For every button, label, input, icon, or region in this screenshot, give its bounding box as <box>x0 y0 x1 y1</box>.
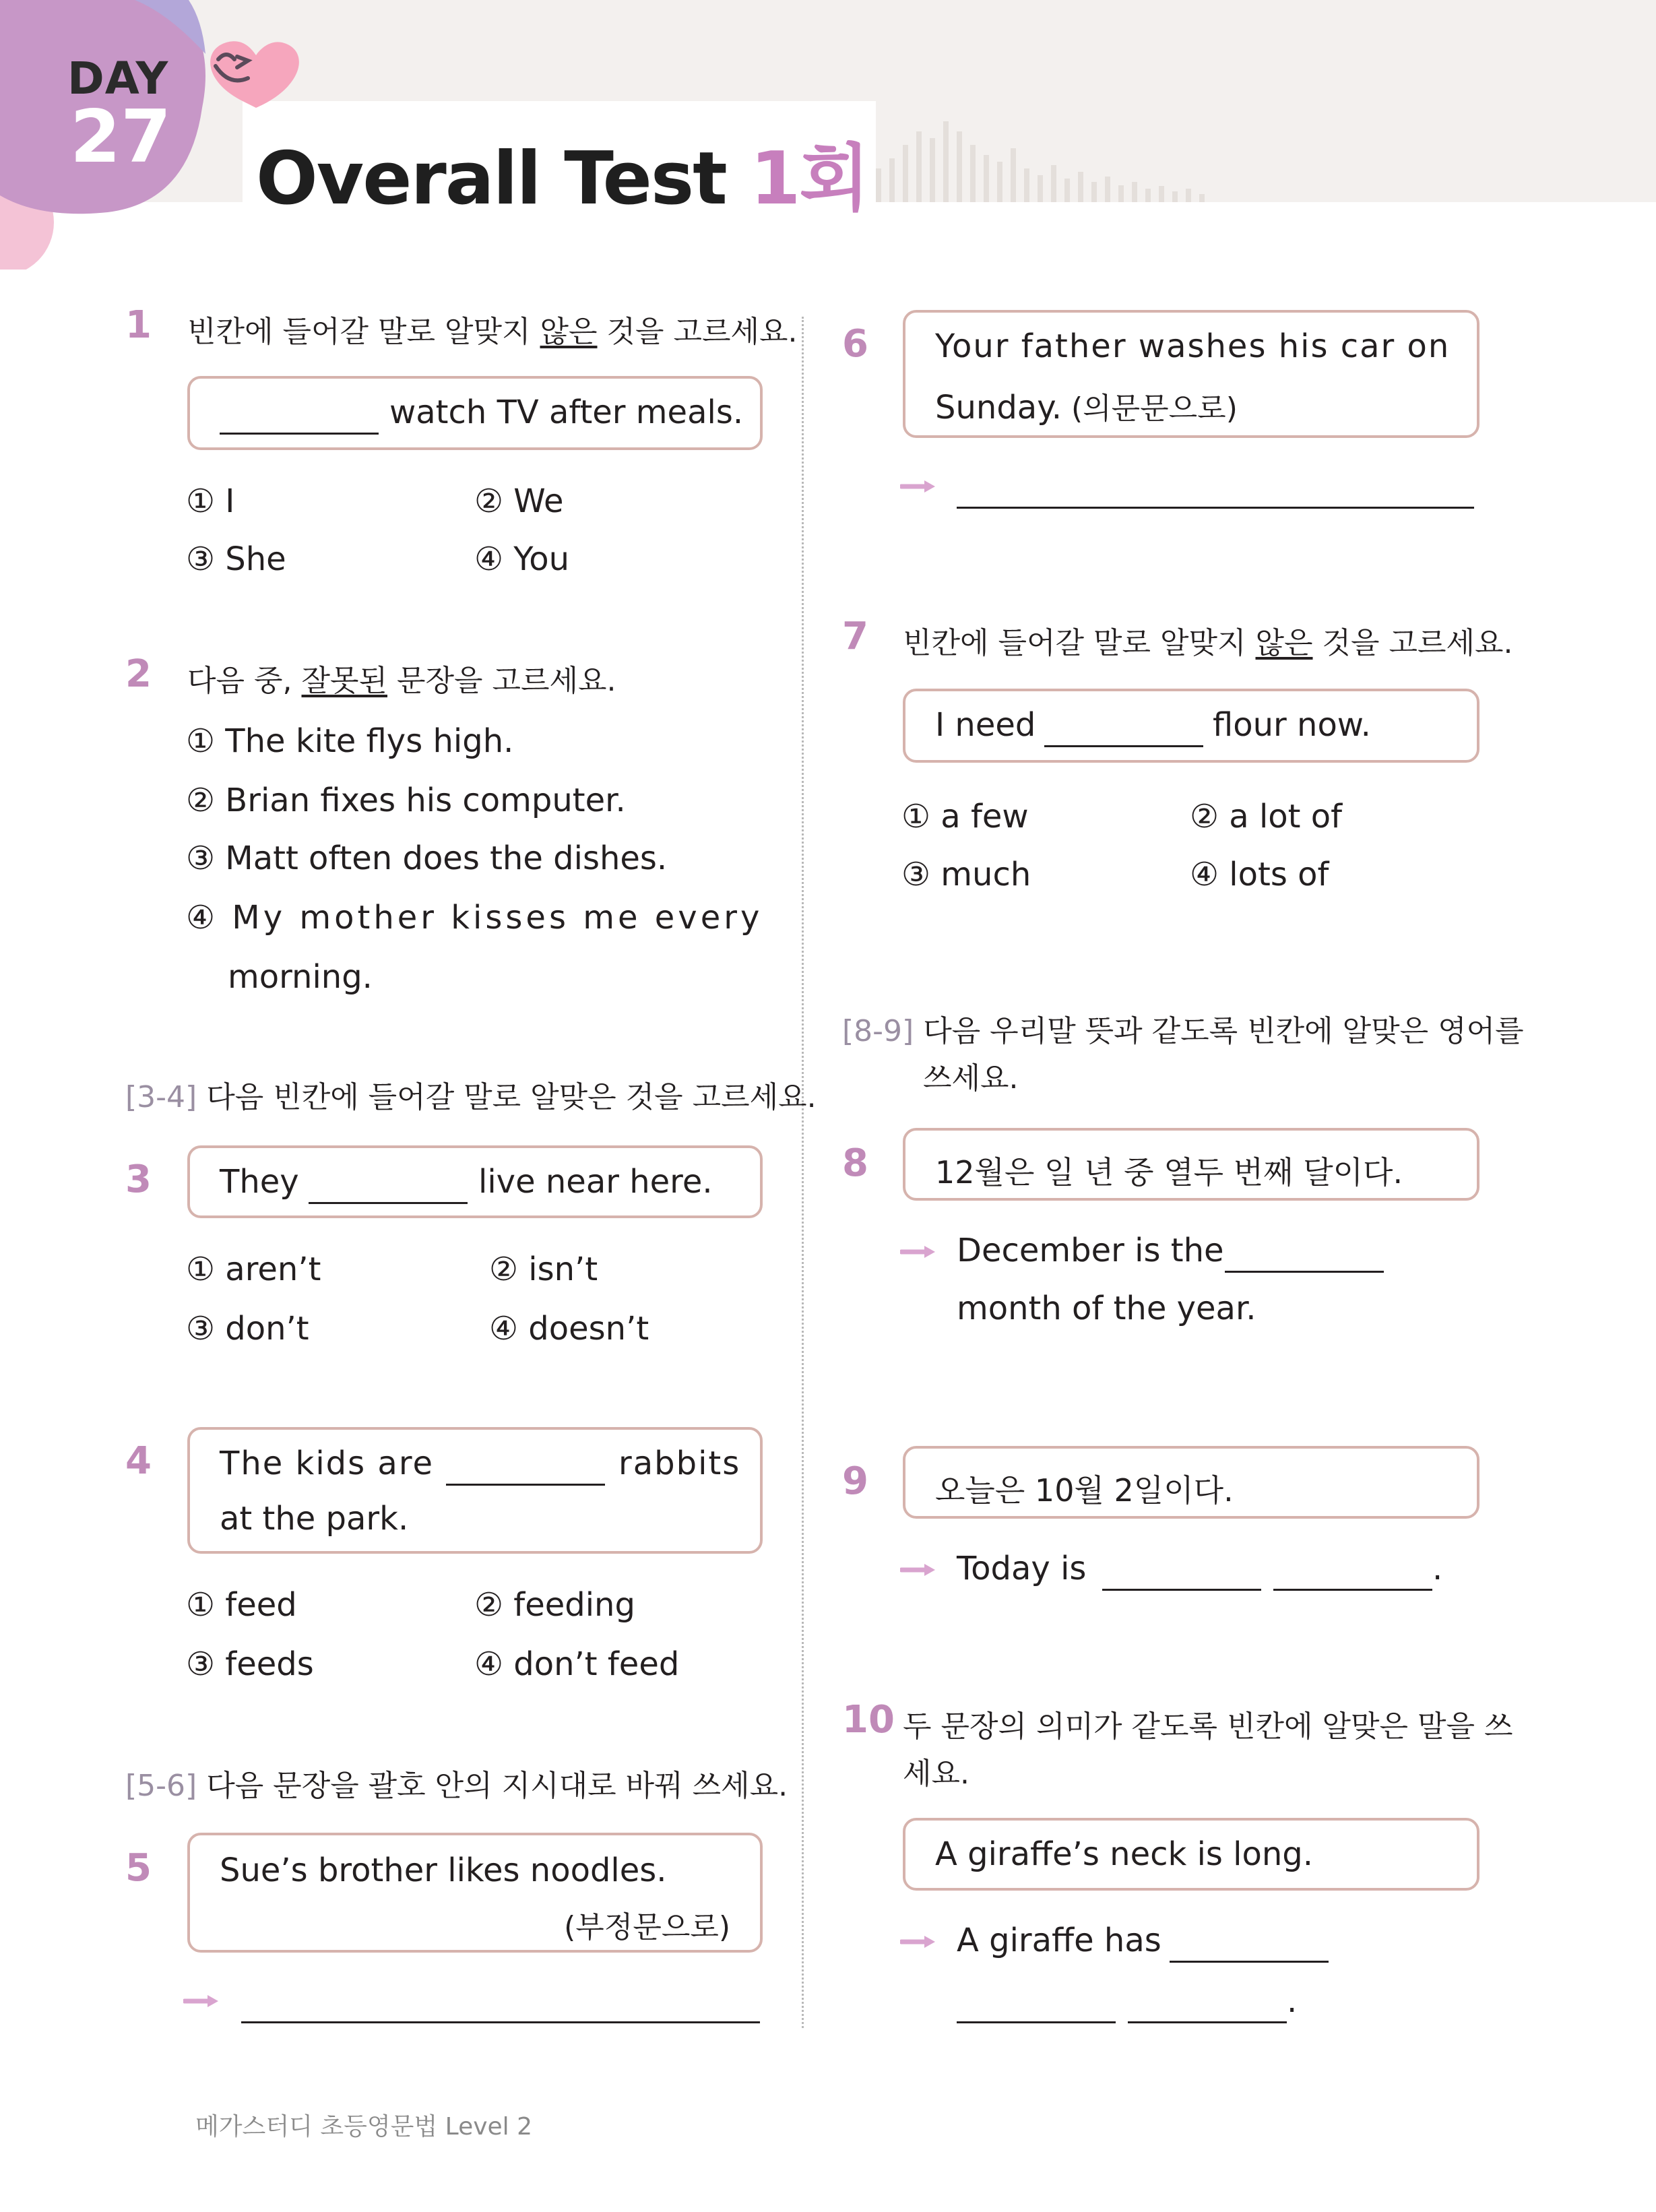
q8-answer-pre: December is the <box>957 1232 1224 1269</box>
q2-number: 2 <box>125 652 152 696</box>
group-3-4-instruction: [3-4] 다음 빈칸에 들어갈 말로 알맞은 것을 고르세요. <box>125 1080 817 1114</box>
q5-box-note: (부정문으로) <box>564 1910 730 1945</box>
q10-answer-end: . <box>1287 1982 1298 2020</box>
q2-instruction: 다음 중, 잘못된 문장을 고르세요. <box>187 664 616 698</box>
q10-blank-3[interactable] <box>1128 2021 1287 2023</box>
q7-instruction: 빈칸에 들어갈 말로 알맞지 않은 것을 고르세요. <box>903 626 1513 660</box>
q10-box <box>903 1818 1479 1891</box>
group-5-6-instruction: [5-6] 다음 문장을 괄호 안의 지시대로 바꿔 쓰세요. <box>125 1769 788 1803</box>
q1-number: 1 <box>125 303 152 347</box>
q3-option-1[interactable]: ① aren’t <box>186 1251 321 1288</box>
q3-box <box>187 1145 763 1218</box>
q7-option-3[interactable]: ③ much <box>901 856 1031 893</box>
page-title <box>256 120 868 224</box>
q10-box-text: A giraffe’s neck is long. <box>935 1835 1314 1873</box>
q9-answer-end: . <box>1432 1550 1443 1587</box>
q2-option-4[interactable]: ④ My mother kisses me every <box>186 899 763 937</box>
q9-blank-1[interactable] <box>1102 1589 1261 1591</box>
q4-box-pre: The kids are <box>220 1445 435 1482</box>
q7-option-1[interactable]: ① a few <box>901 798 1029 835</box>
q3-box-post: live near here. <box>478 1163 713 1201</box>
q10-instruction: 두 문장의 의미가 같도록 빈칸에 알맞은 말을 쓰 <box>903 1709 1513 1744</box>
q4-option-2[interactable]: ② feeding <box>474 1586 635 1624</box>
q6-box-line2: Sunday. (의문문으로) <box>935 389 1238 426</box>
q9-box-text: 오늘은 10월 2일이다. <box>935 1472 1234 1509</box>
q9-blank-2[interactable] <box>1273 1589 1432 1591</box>
q10-arrow-icon <box>900 1934 938 1950</box>
q10-number: 10 <box>842 1698 895 1742</box>
q6-arrow-icon <box>900 478 938 495</box>
q3-box-pre: They <box>220 1163 299 1201</box>
q5-arrow-icon <box>183 1993 221 2009</box>
footer-text: 메가스터디 초등영문법 Level 2 <box>195 2113 533 2141</box>
q1-blank <box>220 433 379 435</box>
q9-box <box>903 1446 1479 1519</box>
q7-number: 7 <box>842 614 868 658</box>
q1-box <box>187 376 763 450</box>
q5-answer-line[interactable] <box>241 2021 760 2023</box>
q7-blank <box>1044 745 1203 747</box>
title-main: Overall Test <box>256 137 751 221</box>
q1-instruction: 빈칸에 들어갈 말로 알맞지 않은 것을 고르세요. <box>187 315 798 349</box>
q5-box <box>187 1833 763 1953</box>
q5-box-text: Sue’s brother likes noodles. <box>220 1852 667 1889</box>
q4-blank <box>446 1484 605 1486</box>
q8-answer-line2: month of the year. <box>957 1290 1256 1327</box>
q3-option-2[interactable]: ② isn’t <box>489 1251 598 1288</box>
q7-option-4[interactable]: ④ lots of <box>1190 856 1329 893</box>
q4-option-3[interactable]: ③ feeds <box>186 1645 314 1683</box>
group-8-9-instruction: [8-9] 다음 우리말 뜻과 같도록 빈칸에 알맞은 영어를 <box>842 1014 1524 1048</box>
q10-answer-pre: A giraffe has <box>957 1922 1161 1959</box>
q1-box-text: watch TV after meals. <box>389 393 744 431</box>
q9-number: 9 <box>842 1459 868 1503</box>
q9-answer-pre: Today is <box>957 1550 1087 1587</box>
q4-option-4[interactable]: ④ don’t feed <box>474 1645 680 1683</box>
q1-option-2[interactable]: ② We <box>474 482 564 520</box>
q1-option-3[interactable]: ③ She <box>186 540 286 578</box>
equalizer-bars <box>876 121 1205 202</box>
q2-option-4-cont: morning. <box>228 958 373 996</box>
q6-box <box>903 310 1479 438</box>
q2-option-3[interactable]: ③ Matt often does the dishes. <box>186 840 668 877</box>
q1-option-4[interactable]: ④ You <box>474 540 570 578</box>
column-divider <box>802 317 804 2028</box>
q10-blank-2[interactable] <box>957 2021 1116 2023</box>
q4-box-line2: at the park. <box>220 1500 409 1538</box>
group-8-9-instruction-cont: 쓰세요. <box>923 1061 1019 1096</box>
q10-blank-1[interactable] <box>1170 1961 1329 1963</box>
q3-option-3[interactable]: ③ don’t <box>186 1310 309 1348</box>
q7-option-2[interactable]: ② a lot of <box>1190 798 1343 835</box>
q5-number: 5 <box>125 1846 152 1890</box>
q8-box <box>903 1128 1479 1201</box>
q8-number: 8 <box>842 1141 868 1185</box>
q3-option-4[interactable]: ④ doesn’t <box>489 1310 649 1348</box>
day-label: DAY <box>67 53 169 104</box>
q7-box-post: flour now. <box>1213 706 1371 744</box>
q1-option-1[interactable]: ① I <box>186 482 235 520</box>
q6-answer-line[interactable] <box>957 507 1474 509</box>
title-accent: 1회 <box>750 137 868 221</box>
q8-blank[interactable] <box>1225 1271 1384 1273</box>
q7-box <box>903 689 1479 763</box>
q2-option-1[interactable]: ① The kite flys high. <box>186 722 514 760</box>
heart-face-icon <box>210 41 299 108</box>
q8-arrow-icon <box>900 1244 938 1260</box>
q7-box-pre: I need <box>935 706 1036 744</box>
q4-number: 4 <box>125 1439 152 1483</box>
q10-instruction-cont: 세요. <box>903 1757 969 1791</box>
q4-box-post: rabbits <box>618 1445 741 1482</box>
q9-arrow-icon <box>900 1562 938 1578</box>
q6-number: 6 <box>842 322 868 366</box>
q3-number: 3 <box>125 1158 152 1201</box>
day-number: 27 <box>70 95 172 179</box>
q4-option-1[interactable]: ① feed <box>186 1586 297 1624</box>
q3-blank <box>309 1202 468 1204</box>
q8-box-text: 12월은 일 년 중 열두 번째 달이다. <box>935 1154 1403 1191</box>
q6-box-line1: Your father washes his car on <box>935 327 1451 365</box>
q4-box <box>187 1427 763 1554</box>
q2-option-2[interactable]: ② Brian fixes his computer. <box>186 782 626 819</box>
